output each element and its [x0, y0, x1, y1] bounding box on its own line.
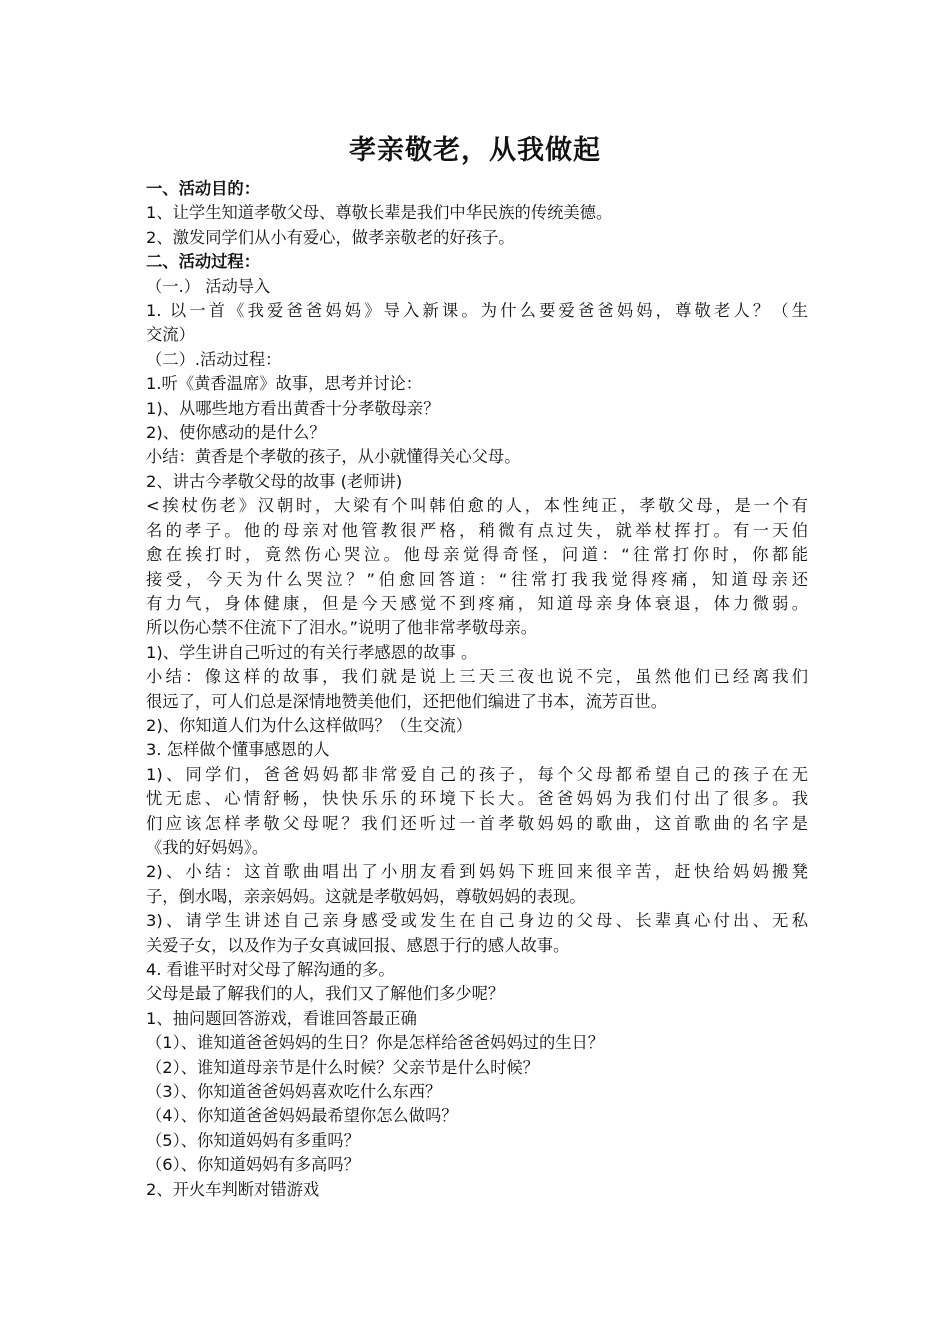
body-text-line: 1、抽问题回答游戏，看谁回答最正确: [146, 1008, 417, 1028]
document-title: 孝亲敬老，从我做起: [349, 135, 601, 166]
body-text-line: 3)、请学生讲述自己亲身感受或发生在自己身边的父母、长辈真心付出、无私: [146, 911, 808, 931]
body-text-line: （4）、你知道爸爸妈妈最希望你怎么做吗？: [146, 1106, 458, 1126]
body-text-line: 有力气，身体健康，但是今天感觉不到疼痛，知道母亲身体衰退，体力微弱。: [146, 593, 808, 613]
body-text-line: （二）.活动过程：: [146, 349, 282, 369]
body-text-line: （5）、你知道妈妈有多重吗？: [146, 1130, 360, 1150]
body-text-line: 小结：黄香是个孝敬的孩子，从小就懂得关心父母。: [146, 447, 521, 467]
body-text-line: 2、讲古今孝敬父母的故事 (老师讲): [146, 471, 403, 491]
body-text-line: 接受，今天为什么哭泣？”伯愈回答道：“往常打我我觉得疼痛，知道母亲还: [146, 569, 808, 589]
body-text-line: （一.） 活动导入: [146, 276, 271, 296]
body-text-line: 2、激发同学们从小有爱心，做孝亲敬老的好孩子。: [146, 227, 515, 247]
body-text-line: 小结：像这样的故事，我们就是说上三天三夜也说不完，虽然他们已经离我们: [146, 667, 808, 687]
body-text-line: 2)、使你感动的是什么？: [146, 423, 326, 443]
body-text-line: 1)、学生讲自己听过的有关行孝感恩的故事 。: [146, 642, 478, 662]
body-text-line: 父母是最了解我们的人，我们又了解他们多少呢？: [146, 984, 505, 1004]
body-text-line: 忧无虑、心情舒畅，快快乐乐的环境下长大。爸爸妈妈为我们付出了很多。我: [146, 789, 808, 809]
body-text-line: <挨杖伤老》汉朝时，大梁有个叫韩伯愈的人，本性纯正，孝敬父母，是一个有: [146, 496, 808, 516]
body-text-line: 4. 看谁平时对父母了解沟通的多。: [146, 960, 395, 979]
body-text-line: 1. 以一首《我爱爸爸妈妈》导入新课。为什么要爱爸爸妈妈，尊敬老人？（生: [146, 301, 808, 321]
body-text-line: 所以伤心禁不住流下了泪水。”说明了他非常孝敬母亲。: [146, 618, 538, 638]
section-heading: 一、活动目的：: [146, 179, 260, 198]
body-text-line: 2、开火车判断对错游戏: [146, 1179, 320, 1199]
body-text-line: 很远了，可人们总是深情地赞美他们，还把他们编进了书本，流芳百世。: [146, 691, 668, 711]
body-text-line: 子，倒水喝，亲亲妈妈。这就是孝敬妈妈，尊敬妈妈的表现。: [146, 886, 586, 906]
body-text-line: 关爱子女，以及作为子女真诚回报、感恩于行的感人故事。: [146, 935, 570, 955]
body-text-line: 1)、从哪些地方看出黄香十分孝敬母亲？: [146, 398, 440, 418]
body-text-line: （2）、谁知道母亲节是什么时候？父亲节是什么时候？: [146, 1057, 539, 1077]
section-heading: 二、活动过程：: [146, 252, 260, 272]
body-text-line: 2)、你知道人们为什么这样做吗？（生交流）: [146, 715, 473, 735]
body-text-line: 3. 怎样做个懂事感恩的人: [146, 740, 330, 760]
body-text-line: 《我的好妈妈》。: [146, 837, 269, 857]
body-text-line: （6）、你知道妈妈有多高吗？: [146, 1155, 360, 1175]
document-body: [146, 177, 808, 1202]
body-text-line: 名的孝子。他的母亲对他管教很严格，稍微有点过失，就举杖挥打。有一天伯: [146, 520, 808, 540]
body-text-line: （1）、谁知道爸爸妈妈的生日？你是怎样给爸爸妈妈过的生日？: [146, 1033, 605, 1053]
body-text-line: 1.听《黄香温席》故事，思考并讨论：: [146, 374, 423, 394]
body-text-line: 1)、同学们，爸爸妈妈都非常爱自己的孩子，每个父母都希望自己的孩子在无: [146, 764, 808, 784]
body-text-line: 2)、小结：这首歌曲唱出了小朋友看到妈妈下班回来很辛苦，赶快给妈妈搬凳: [146, 862, 808, 882]
body-text-line: 1、让学生知道孝敬父母、尊敬长辈是我们中华民族的传统美德。: [146, 203, 613, 223]
body-text-line: 愈在挨打时，竟然伤心哭泣。他母亲觉得奇怪，问道：“往常打你时，你都能: [146, 545, 808, 565]
body-text-line: 们应该怎样孝敬父母呢？我们还听过一首孝敬妈妈的歌曲，这首歌曲的名字是: [146, 813, 808, 833]
body-text-line: 交流）: [146, 325, 195, 345]
body-text-line: （3）、你知道爸爸妈妈喜欢吃什么东西？: [146, 1082, 442, 1102]
